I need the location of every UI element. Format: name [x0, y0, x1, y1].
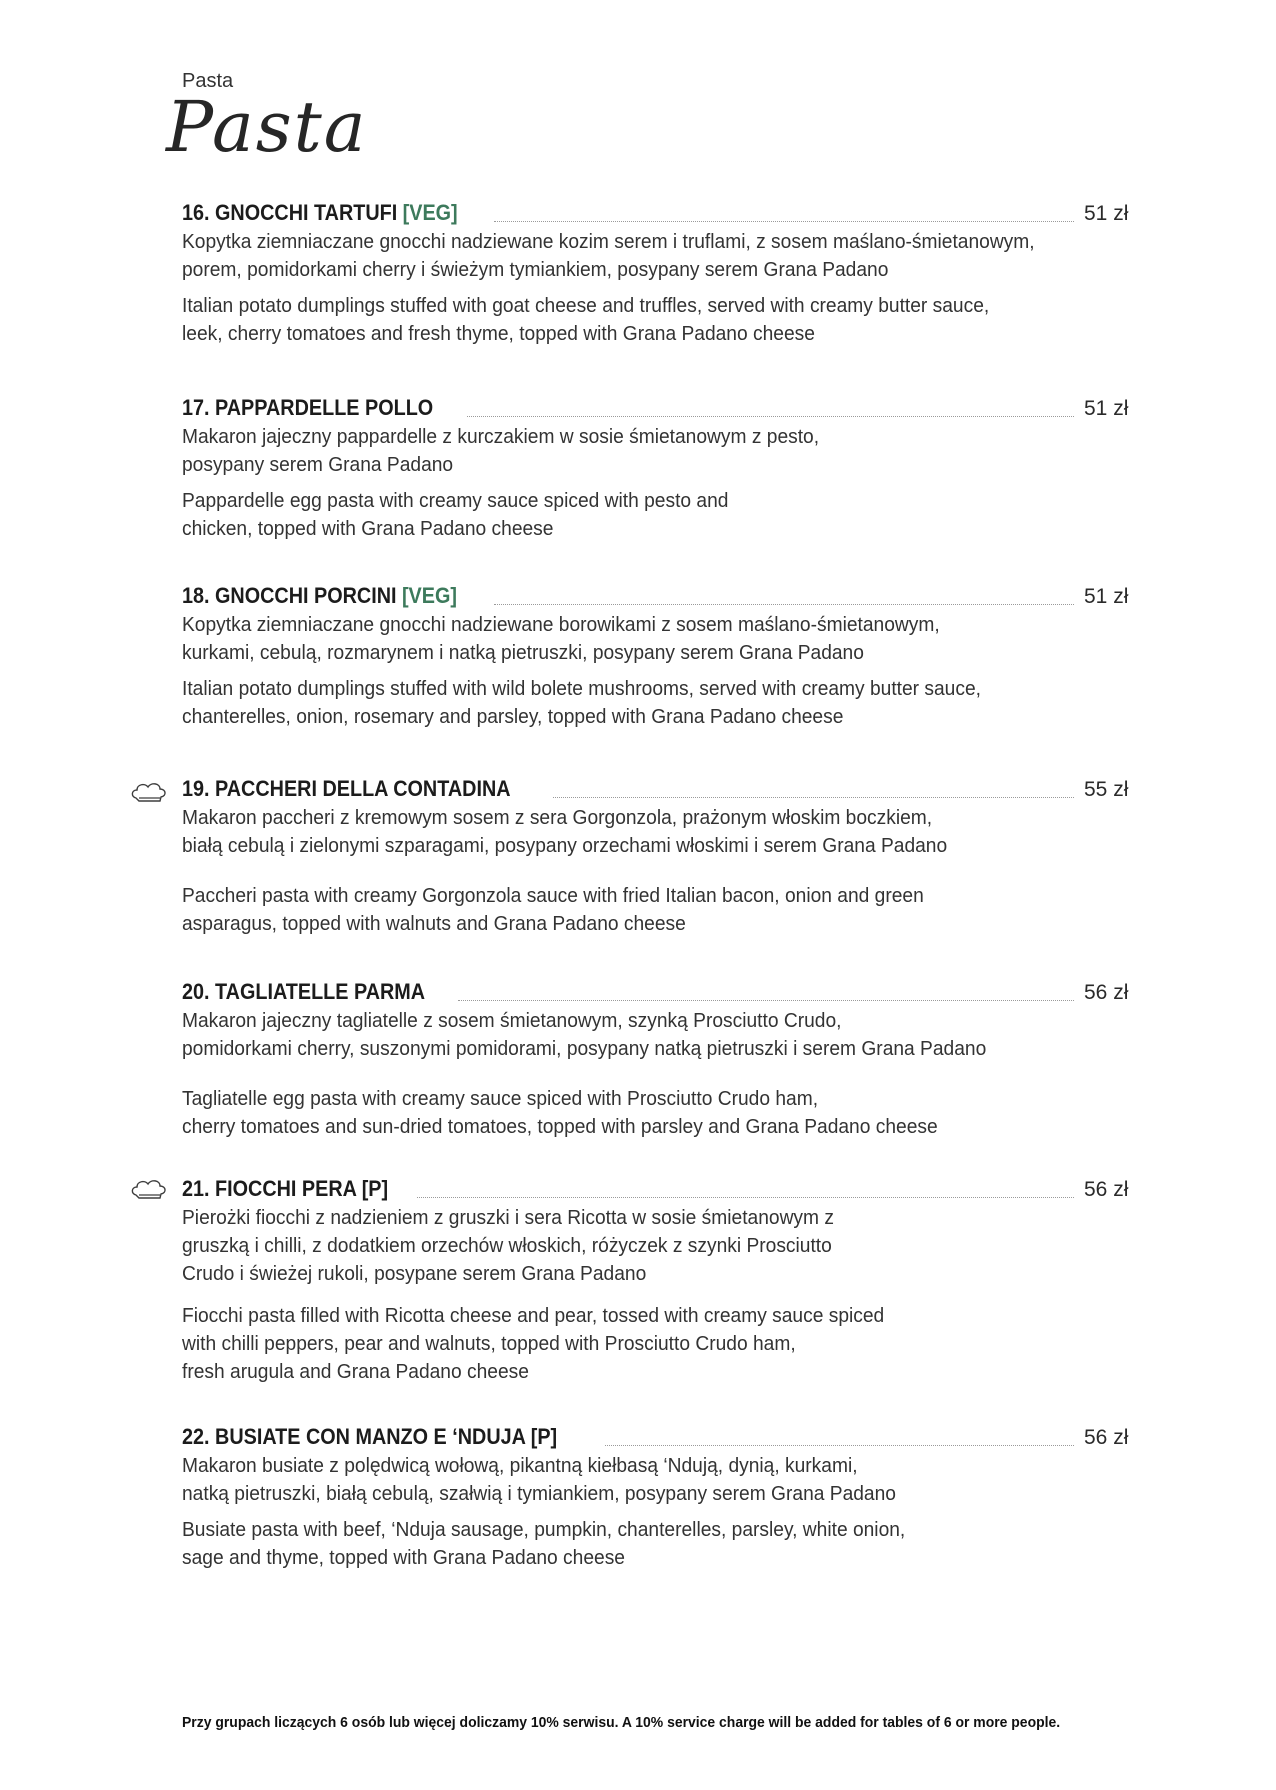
- veg-tag: [VEG]: [402, 200, 458, 225]
- menu-item: [182, 583, 1132, 731]
- description-pl: Kopytka ziemniaczane gnocchi nadziewane borowikami z sosem maślano-śmietanowym, kurkami, cebulą, rozmarynem i natką pietruszki, posypany serem Grana Padano: [182, 614, 940, 664]
- menu-item: [182, 979, 1132, 1141]
- chef-hat-icon: [130, 1177, 168, 1201]
- section-script-title: Pasta: [166, 86, 368, 168]
- item-name: 20. TAGLIATELLE PARMA: [182, 979, 426, 1004]
- description-pl: Makaron paccheri z kremowym sosem z sera Gorgonzola, prażonym włoskim boczkiem, białą cebulą i zielonymi szparagami, posypany orzechami włoskimi i serem Grana Padano: [182, 807, 948, 857]
- item-name: 18. GNOCCHI PORCINI [VEG]: [182, 583, 457, 608]
- description-pl: Kopytka ziemniaczane gnocchi nadziewane kozim serem i truflami, z sosem maślano-śmietanowym, porem, pomidorkami cherry i świeżym tymiankiem, posypany serem Grana Padano: [182, 231, 1035, 281]
- item-price: 51 zł: [1084, 397, 1129, 420]
- description-en: Italian potato dumplings stuffed with goat cheese and truffles, served with creamy butter sauce, leek, cherry tomatoes and fresh thyme, topped with Grana Padano cheese: [182, 295, 990, 345]
- item-price: 51 zł: [1084, 585, 1129, 608]
- item-name: 19. PACCHERI DELLA CONTADINA: [182, 776, 511, 801]
- description-pl: Makaron jajeczny tagliatelle z sosem śmietanowym, szynką Prosciutto Crudo, pomidorkami cherry, suszonymi pomidorami, posypany natką pietruszki i serem Grana Padano: [182, 1010, 987, 1060]
- item-price: 51 zł: [1084, 202, 1129, 225]
- description-pl: Makaron busiate z polędwicą wołową, pikantną kiełbasą ‘Ndują, dynią, kurkami, natką pietruszki, białą cebulą, szałwią i tymiankiem, posypany serem Grana Padano: [182, 1455, 896, 1505]
- description-en: Paccheri pasta with creamy Gorgonzola sauce with fried Italian bacon, onion and green asparagus, topped with walnuts and Grana Padano cheese: [182, 885, 924, 935]
- description-pl: Pierożki fiocchi z nadzieniem z gruszki i sera Ricotta w sosie śmietanowym z gruszką i chilli, z dodatkiem orzechów włoskich, różyczek z szynki Prosciutto Crudo i świeżej rukoli, posypane serem Grana Padano: [182, 1207, 834, 1285]
- item-price: 56 zł: [1084, 1426, 1129, 1449]
- menu-item: [182, 776, 1132, 938]
- menu-item: [182, 1424, 1132, 1572]
- description-en: Tagliatelle egg pasta with creamy sauce spiced with Prosciutto Crudo ham, cherry tomatoes and sun-dried tomatoes, topped with parsley and Grana Padano cheese: [182, 1088, 938, 1138]
- item-name: 17. PAPPARDELLE POLLO: [182, 395, 434, 420]
- dotted-leader: [417, 1196, 1074, 1198]
- description-en: Italian potato dumplings stuffed with wild bolete mushrooms, served with creamy butter sauce, chanterelles, onion, rosemary and parsley, topped with Grana Padano cheese: [182, 678, 981, 728]
- description-pl: Makaron jajeczny pappardelle z kurczakiem w sosie śmietanowym z pesto, posypany serem Grana Padano: [182, 426, 820, 476]
- dotted-leader: [553, 796, 1074, 798]
- menu-item: [182, 1176, 1132, 1386]
- dotted-leader: [605, 1444, 1074, 1446]
- description-en: Busiate pasta with beef, ‘Nduja sausage, pumpkin, chanterelles, parsley, white onion, sage and thyme, topped with Grana Padano cheese: [182, 1519, 906, 1569]
- service-charge-note: Przy grupach liczących 6 osób lub więcej doliczamy 10% serwisu. A 10% service charge will be added for tables of 6 or more people.: [182, 1714, 1061, 1731]
- item-price: 55 zł: [1084, 778, 1129, 801]
- dotted-leader: [458, 999, 1074, 1001]
- section-label: Pasta: [182, 70, 234, 92]
- menu-item: [182, 395, 1132, 543]
- item-price: 56 zł: [1084, 1178, 1129, 1201]
- dotted-leader: [467, 415, 1074, 417]
- item-name: 21. FIOCCHI PERA [P]: [182, 1176, 389, 1201]
- item-name: 22. BUSIATE CON MANZO E ‘NDUJA [P]: [182, 1424, 558, 1449]
- veg-tag: [VEG]: [401, 583, 457, 608]
- chef-hat-icon: [130, 780, 168, 804]
- item-price: 56 zł: [1084, 981, 1129, 1004]
- description-en: Fiocchi pasta filled with Ricotta cheese and pear, tossed with creamy sauce spiced with chilli peppers, pear and walnuts, topped with Prosciutto Crudo ham, fresh arugula and Grana Padano cheese: [182, 1305, 885, 1383]
- menu-item: [182, 200, 1132, 348]
- description-en: Pappardelle egg pasta with creamy sauce spiced with pesto and chicken, topped with Grana Padano cheese: [182, 490, 729, 540]
- item-name: 16. GNOCCHI TARTUFI [VEG]: [182, 200, 458, 225]
- dotted-leader: [494, 220, 1074, 222]
- dotted-leader: [494, 603, 1075, 605]
